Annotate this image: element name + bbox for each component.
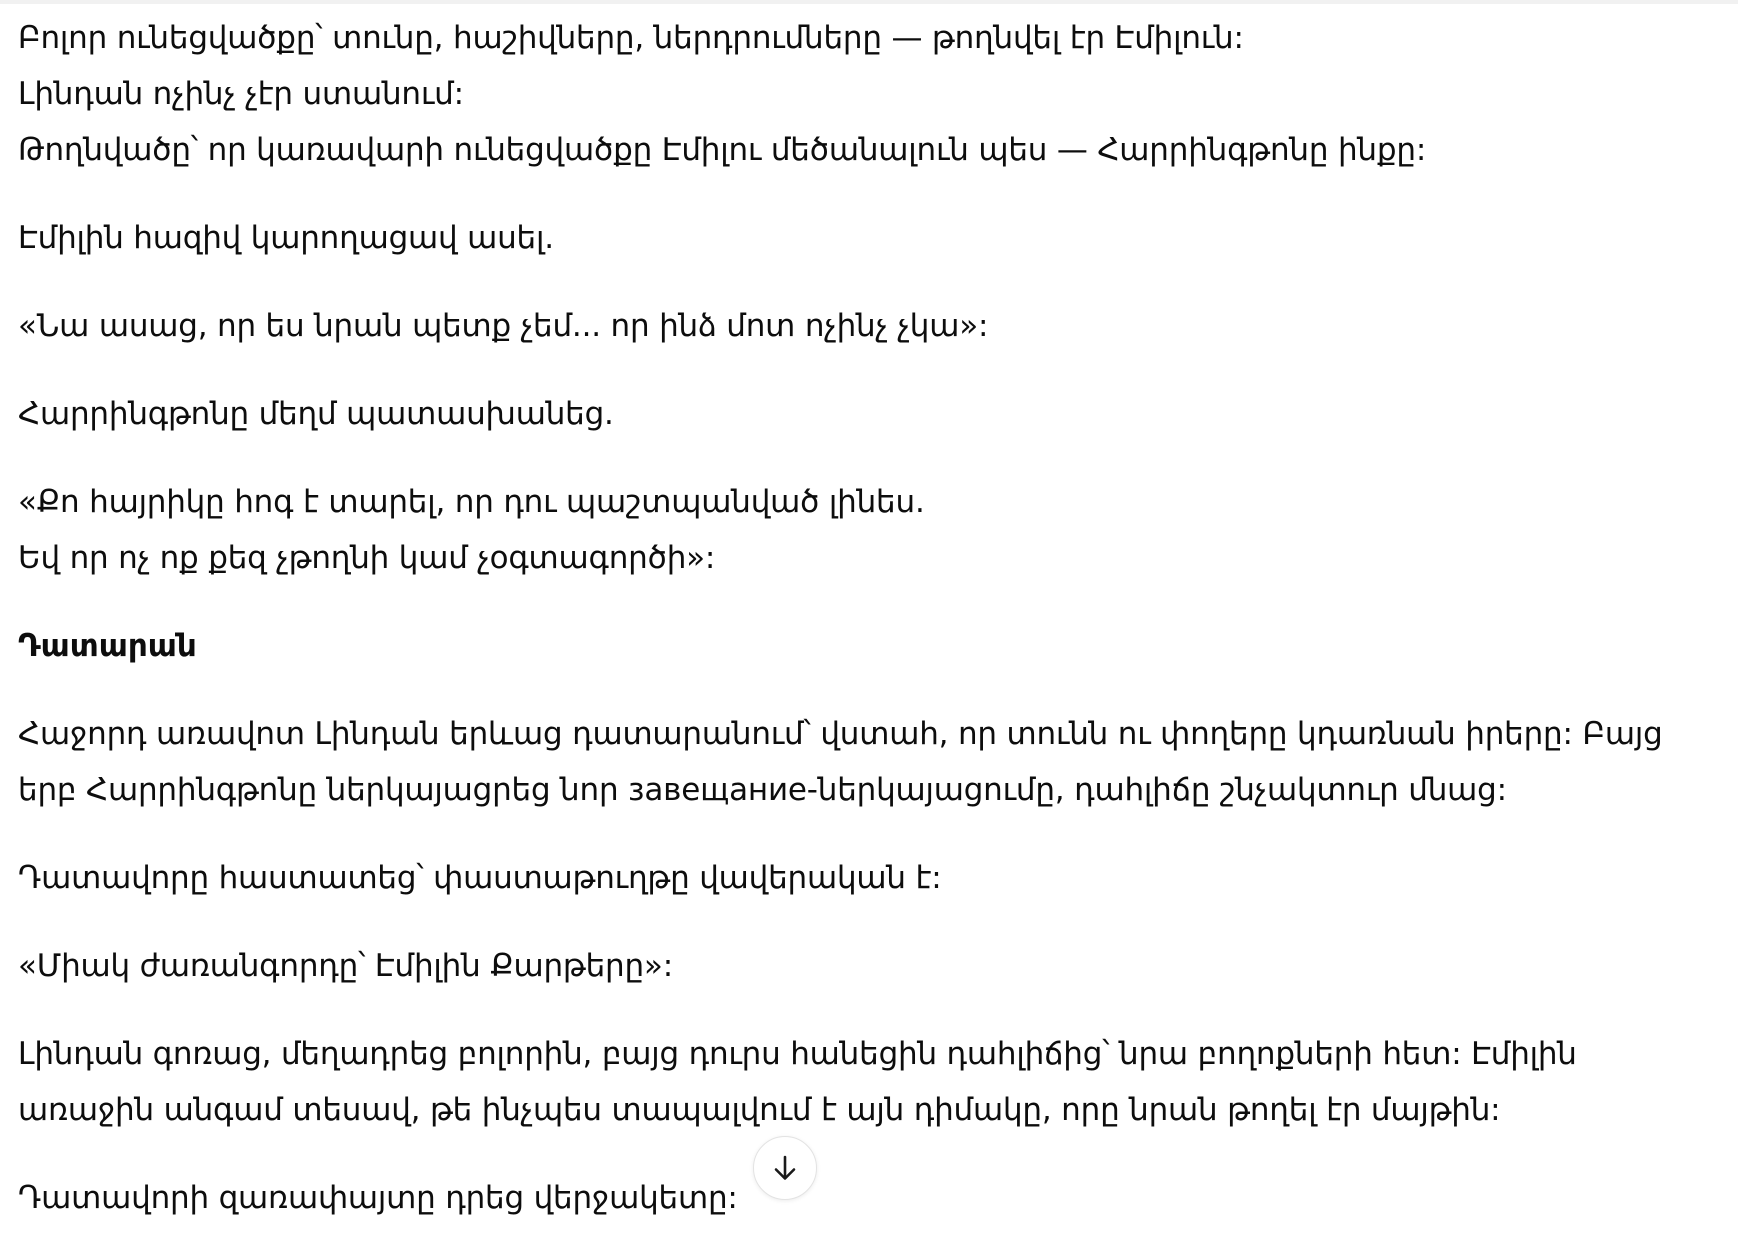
- text-line: Էմիլին հազիվ կարողացավ ասել.: [18, 220, 554, 256]
- scroll-to-bottom-button[interactable]: [753, 1136, 817, 1200]
- text-line: Լինդան ոչինչ չէր ստանում:: [18, 76, 464, 112]
- text-line: Դատավորը հաստատեց՝ փաստաթուղթը վավերական է:: [18, 860, 942, 896]
- paragraph-harrington-replies: [18, 386, 1708, 442]
- paragraph-linda-removed: [18, 1026, 1708, 1138]
- paragraph-court-morning: [18, 706, 1708, 818]
- text-line: Լինդան գոռաց, մեղադրեց բոլորին, բայց դուրս հանեցին դահլիճից՝ նրա բողոքների հետ: Էմիլին: [18, 1036, 1577, 1072]
- text-line: «Միակ ժառանգորդը՝ Էմիլին Քարթերը»:: [18, 948, 673, 984]
- top-edge: [0, 0, 1738, 4]
- paragraph-quote-emily: [18, 298, 1708, 354]
- section-heading: Դատարան: [18, 628, 197, 664]
- message-content: [18, 10, 1708, 1226]
- text-line: Դատավորի զառափայտը դրեց վերջակետը:: [18, 1180, 738, 1216]
- paragraph-sole-heir: [18, 938, 1708, 994]
- paragraph-quote-harrington: [18, 474, 1708, 586]
- text-line: «Քո հայրիկը հոգ է տարել, որ դու պաշտպանված լինես.: [18, 484, 925, 520]
- text-line: Բոլոր ունեցվածքը՝ տունը, հաշիվները, ներդրումները — թողնվել էր Էմիլուն:: [18, 20, 1244, 56]
- paragraph-emily-speaks: [18, 210, 1708, 266]
- text-line: Թողնվածը՝ որ կառավարի ունեցվածքը Էմիլու մեծանալուն պես — Հարրինգթոնը ինքը:: [18, 132, 1427, 168]
- arrow-down-icon: [770, 1153, 800, 1183]
- paragraph-gavel: [18, 1170, 1708, 1226]
- paragraph-judge-confirms: [18, 850, 1708, 906]
- text-line: «Նա ասաց, որ ես նրան պետք չեմ... որ ինձ մոտ ոչինչ չկա»:: [18, 308, 989, 344]
- text-line: առաջին անգամ տեսավ, թե ինչպես տապալվում է այն դիմակը, որը նրան թողել էր մայթին:: [18, 1092, 1501, 1128]
- text-line: երբ Հարրինգթոնը ներկայացրեց նոր завещание-ներկայացումը, դահլիճը շնչակտուր մնաց:: [18, 772, 1507, 808]
- text-line: Եվ որ ոչ ոք քեզ չթողնի կամ չօգտագործի»:: [18, 540, 716, 576]
- text-line: Հաջորդ առավոտ Լինդան երևաց դատարանում՝ վստահ, որ տունն ու փողերը կդառնան իրերը: Բայց: [18, 716, 1663, 752]
- paragraph-inheritance: [18, 10, 1708, 178]
- text-line: Հարրինգթոնը մեղմ պատասխանեց.: [18, 396, 614, 432]
